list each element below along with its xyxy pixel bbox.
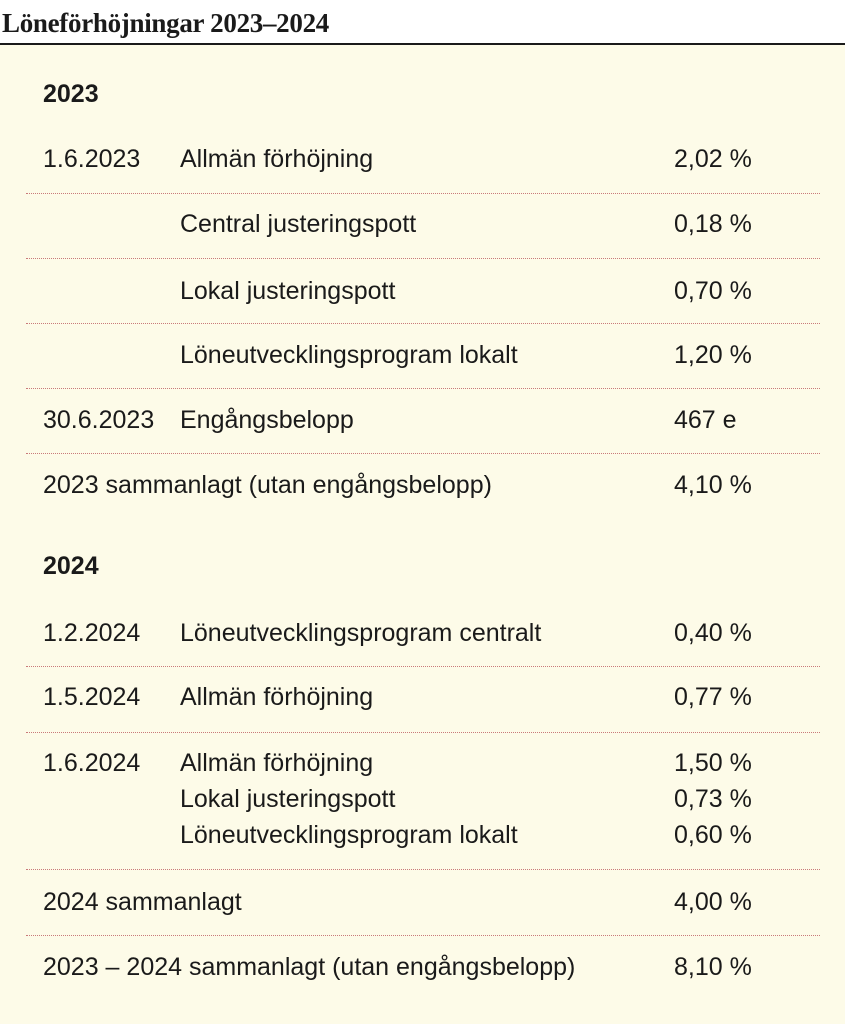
row-value: 1,20 %: [674, 341, 752, 369]
table-row: [26, 402, 820, 454]
table-row: [26, 679, 820, 733]
table-row: [26, 615, 820, 667]
row-value: 0,73 %: [674, 785, 752, 813]
row-label: Allmän förhöjning: [180, 145, 374, 173]
table-row: [26, 206, 820, 259]
row-value: 8,10 %: [674, 953, 752, 981]
row-value: 2,02 %: [674, 145, 752, 173]
row-value: 0,40 %: [674, 619, 752, 647]
title-bar: [0, 0, 845, 45]
row-value: 0,77 %: [674, 683, 752, 711]
row-label: Löneutvecklingsprogram centralt: [180, 619, 542, 647]
row-values: [674, 745, 752, 853]
total-row: [26, 884, 820, 936]
row-label: Lokal justeringspott: [180, 785, 396, 813]
row-date: 30.6.2023: [43, 406, 155, 434]
row-label: Central justeringspott: [180, 210, 417, 238]
row-value: 0,18 %: [674, 210, 752, 238]
row-date: 1.6.2024: [43, 749, 141, 777]
row-total-label: 2023 – 2024 sammanlagt (utan engångsbelopp): [43, 953, 576, 981]
row-value: 4,10 %: [674, 471, 752, 499]
row-date: 1.5.2024: [43, 683, 141, 711]
table-row-multi: [26, 745, 820, 870]
row-total-label: 2023 sammanlagt (utan engångsbelopp): [43, 471, 492, 499]
total-row: [26, 467, 820, 507]
row-label: Allmän förhöjning: [180, 749, 374, 777]
row-label: Lokal justeringspott: [180, 277, 396, 305]
row-value: 0,60 %: [674, 821, 752, 849]
table-row: [26, 273, 820, 324]
row-value: 467 e: [674, 406, 737, 434]
row-label: Löneutvecklingsprogram lokalt: [180, 821, 518, 849]
row-date: 1.6.2023: [43, 145, 141, 173]
table-row: [26, 141, 820, 194]
grand-total-row: [26, 949, 820, 989]
row-date: 1.2.2024: [43, 619, 141, 647]
table-row: [26, 337, 820, 389]
row-total-label: 2024 sammanlagt: [43, 888, 242, 916]
section-heading-2024: 2024: [43, 552, 99, 580]
page-title: Löneförhöjningar 2023–2024: [2, 8, 329, 38]
section-heading-2023: 2023: [43, 80, 99, 108]
row-labels: [180, 745, 518, 853]
row-label: Engångsbelopp: [180, 406, 354, 434]
row-value: 0,70 %: [674, 277, 752, 305]
row-label: Allmän förhöjning: [180, 683, 374, 711]
row-value: 4,00 %: [674, 888, 752, 916]
row-value: 1,50 %: [674, 749, 752, 777]
row-label: Löneutvecklingsprogram lokalt: [180, 341, 518, 369]
